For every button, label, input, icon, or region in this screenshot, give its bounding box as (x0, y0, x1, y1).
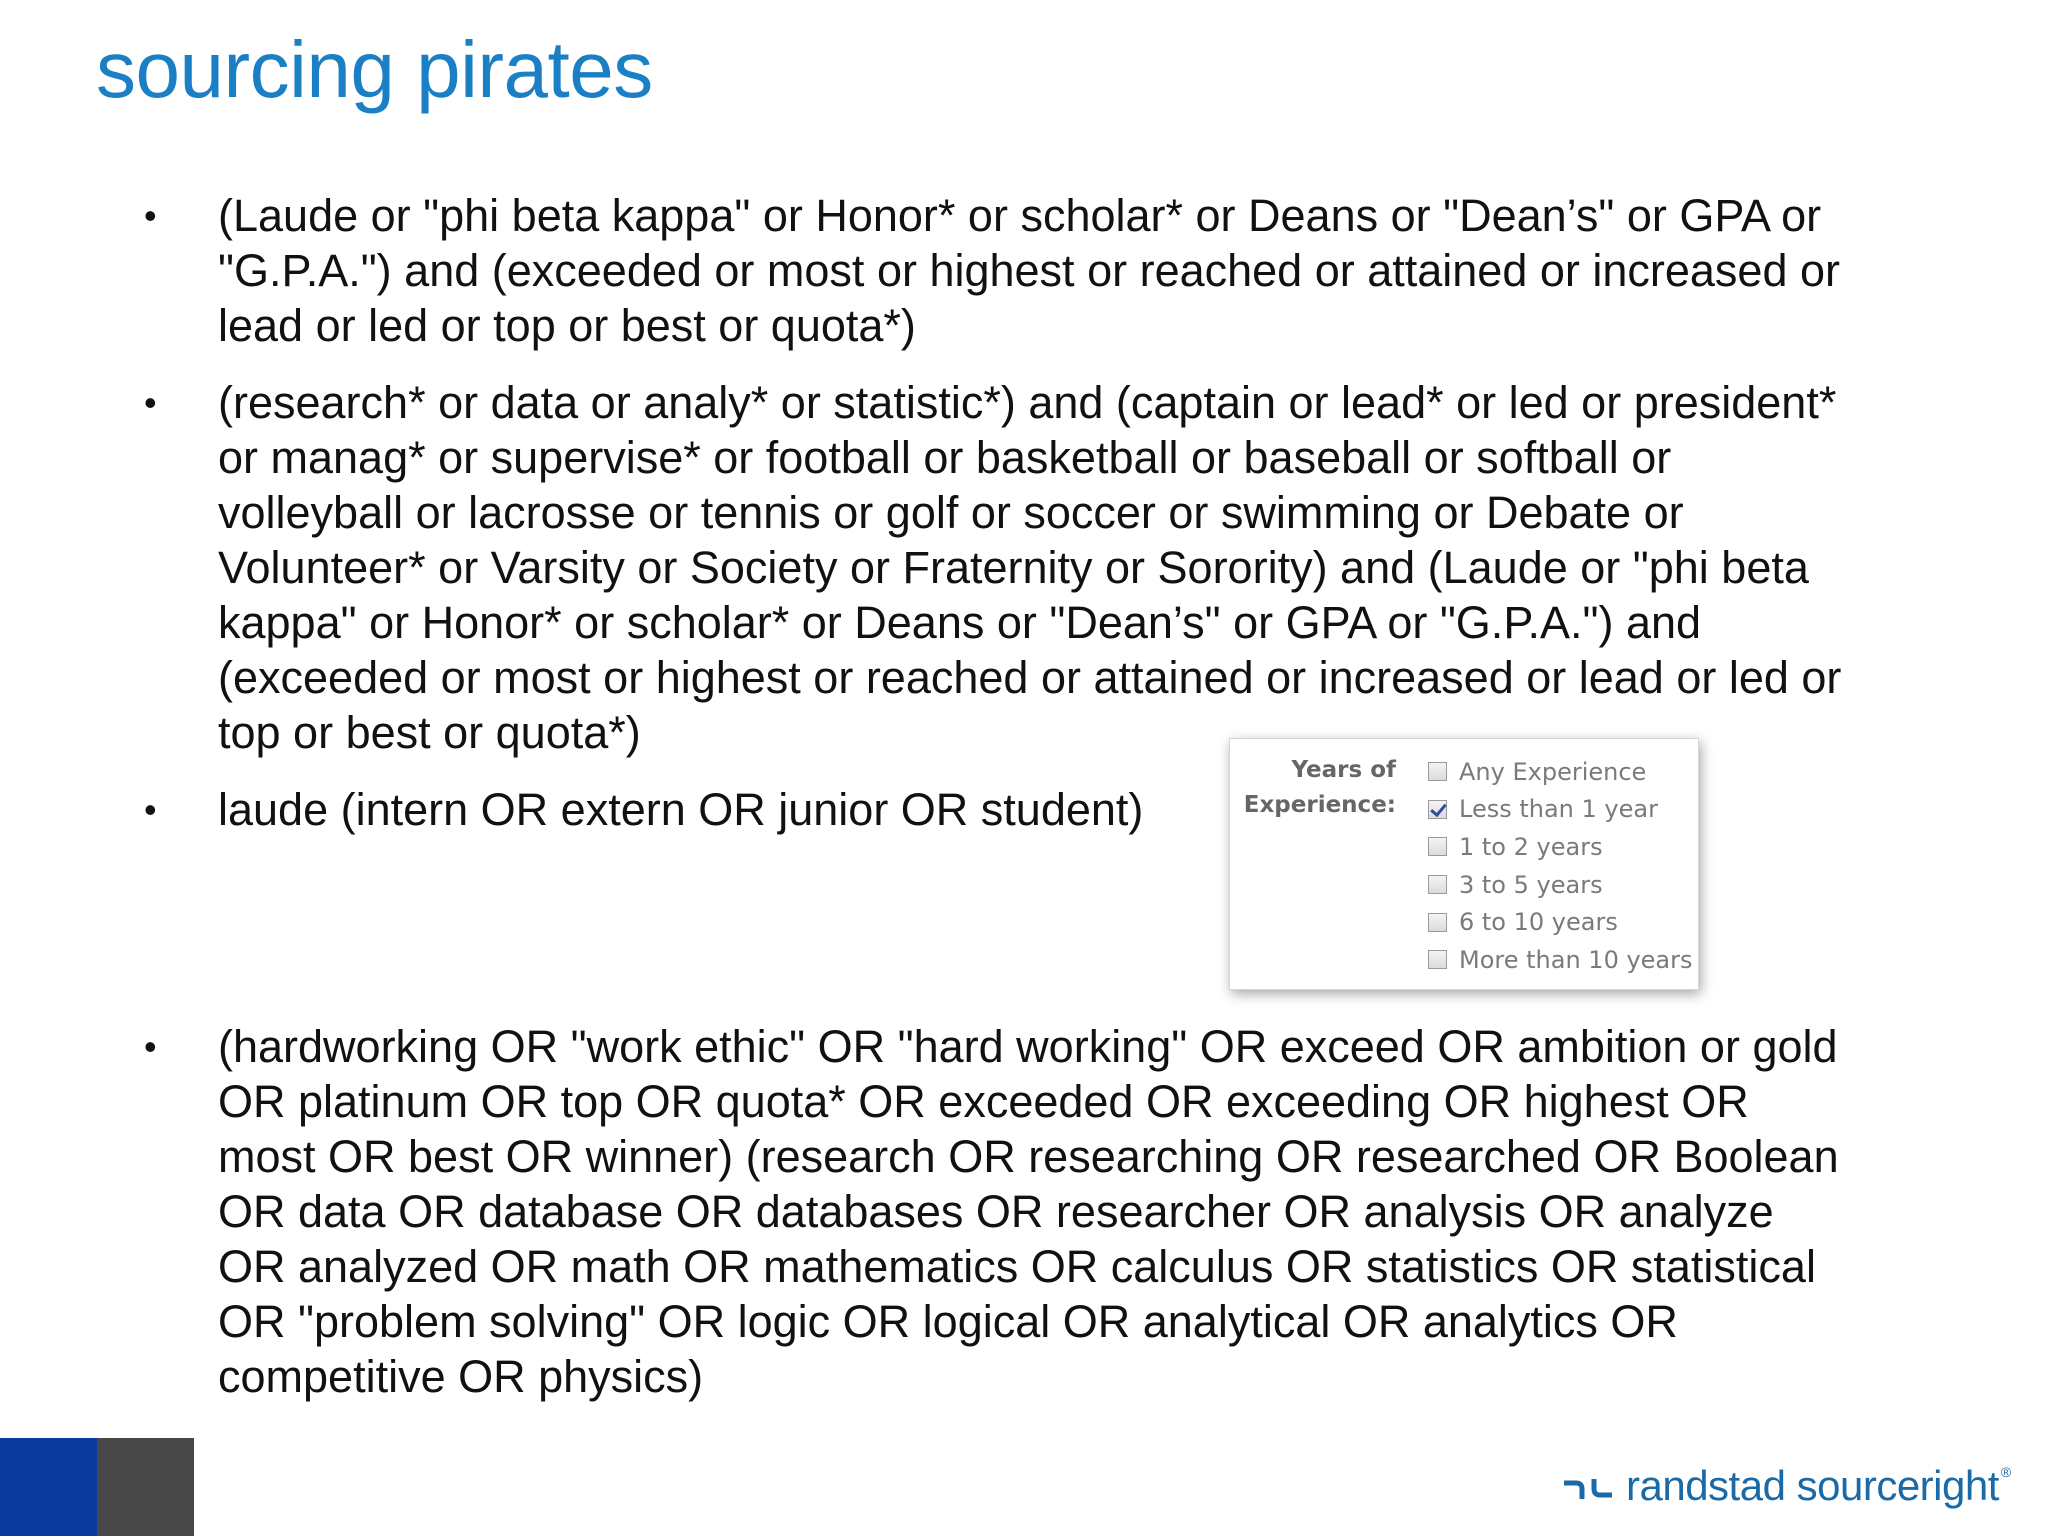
experience-option-3-to-5[interactable] (1428, 866, 1693, 904)
footer-corner-blue-block (0, 1438, 97, 1536)
checkbox-icon[interactable] (1428, 762, 1447, 781)
experience-option-any[interactable] (1428, 753, 1693, 791)
experience-option-less-than-1[interactable] (1428, 791, 1693, 829)
experience-option-label: More than 10 years (1459, 945, 1693, 974)
experience-option-1-to-2[interactable] (1428, 828, 1693, 866)
bullet-marker: • (144, 1026, 157, 1067)
slide-title: sourcing pirates (96, 25, 653, 114)
experience-label-line1: Years of (1291, 757, 1396, 783)
bullet-text: (research* or data or analy* or statistic*) and (captain or lead* or led or president* or manag* or supervise* or football or basketball or baseball or softball or volleyball or lacrosse or tennis or golf or soccer or swimming or Debate or Volunteer* or Varsity or Society or Fraternity or Sorority) and (Laude or "phi beta kappa" or Honor* or scholar* or Deans or "Dean’s" or GPA or "G.P.A.") and (exceeded or most or highest or reached or attained or increased or lead or led or top or best or quota*) (218, 377, 1842, 758)
experience-label-line2: Experience: (1243, 792, 1396, 818)
experience-options (1428, 753, 1693, 979)
bullet-item (0, 188, 1848, 353)
bullet-marker: • (144, 195, 157, 236)
checkbox-icon[interactable] (1428, 913, 1447, 932)
randstad-logo-icon (1562, 1471, 1614, 1501)
bullet-text: (hardworking OR "work ethic" OR "hard working" OR exceed OR ambition or gold OR platinum OR top OR quota* OR exceeded OR exceeding OR highest OR most OR best OR winner) (research OR researching OR researched OR Boolean OR data OR database OR databases OR researcher OR analysis OR analyze OR analyzed OR math OR mathematics OR calculus OR statistics OR statistical OR "problem solving" OR logic OR logical OR analytical OR analytics OR competitive OR physics) (218, 1021, 1839, 1402)
bullet-marker: • (144, 382, 157, 423)
logo-text: randstad sourceright (1626, 1462, 1999, 1509)
experience-option-label: 6 to 10 years (1459, 908, 1618, 937)
experience-filter-label (1238, 753, 1396, 823)
experience-option-label: 1 to 2 years (1459, 832, 1603, 861)
bullet-item (0, 375, 1848, 760)
bullet-marker: • (144, 789, 157, 830)
footer-corner-gray-block (97, 1438, 194, 1536)
bullet-list (0, 188, 2048, 1404)
experience-option-label: 3 to 5 years (1459, 870, 1603, 899)
checkbox-icon[interactable] (1428, 875, 1447, 894)
checkbox-icon[interactable] (1428, 837, 1447, 856)
experience-option-label: Any Experience (1459, 757, 1647, 786)
bullet-item (0, 1019, 1848, 1404)
bullet-text: laude (intern OR extern OR junior OR student) (218, 784, 1144, 835)
checkbox-checked-icon[interactable] (1428, 800, 1447, 819)
experience-option-6-to-10[interactable] (1428, 903, 1693, 941)
checkbox-icon[interactable] (1428, 950, 1447, 969)
randstad-logo (1562, 1458, 2011, 1514)
experience-filter-panel (1229, 738, 1699, 990)
logo-trademark: ® (2000, 1464, 2012, 1480)
experience-option-label: Less than 1 year (1459, 795, 1658, 824)
experience-option-more-than-10[interactable] (1428, 941, 1693, 979)
bullet-text: (Laude or "phi beta kappa" or Honor* or scholar* or Deans or "Dean’s" or GPA or "G.P.A.") and (exceeded or most or highest or reached or attained or increased or lead or led or top or best or quota*) (218, 190, 1840, 351)
